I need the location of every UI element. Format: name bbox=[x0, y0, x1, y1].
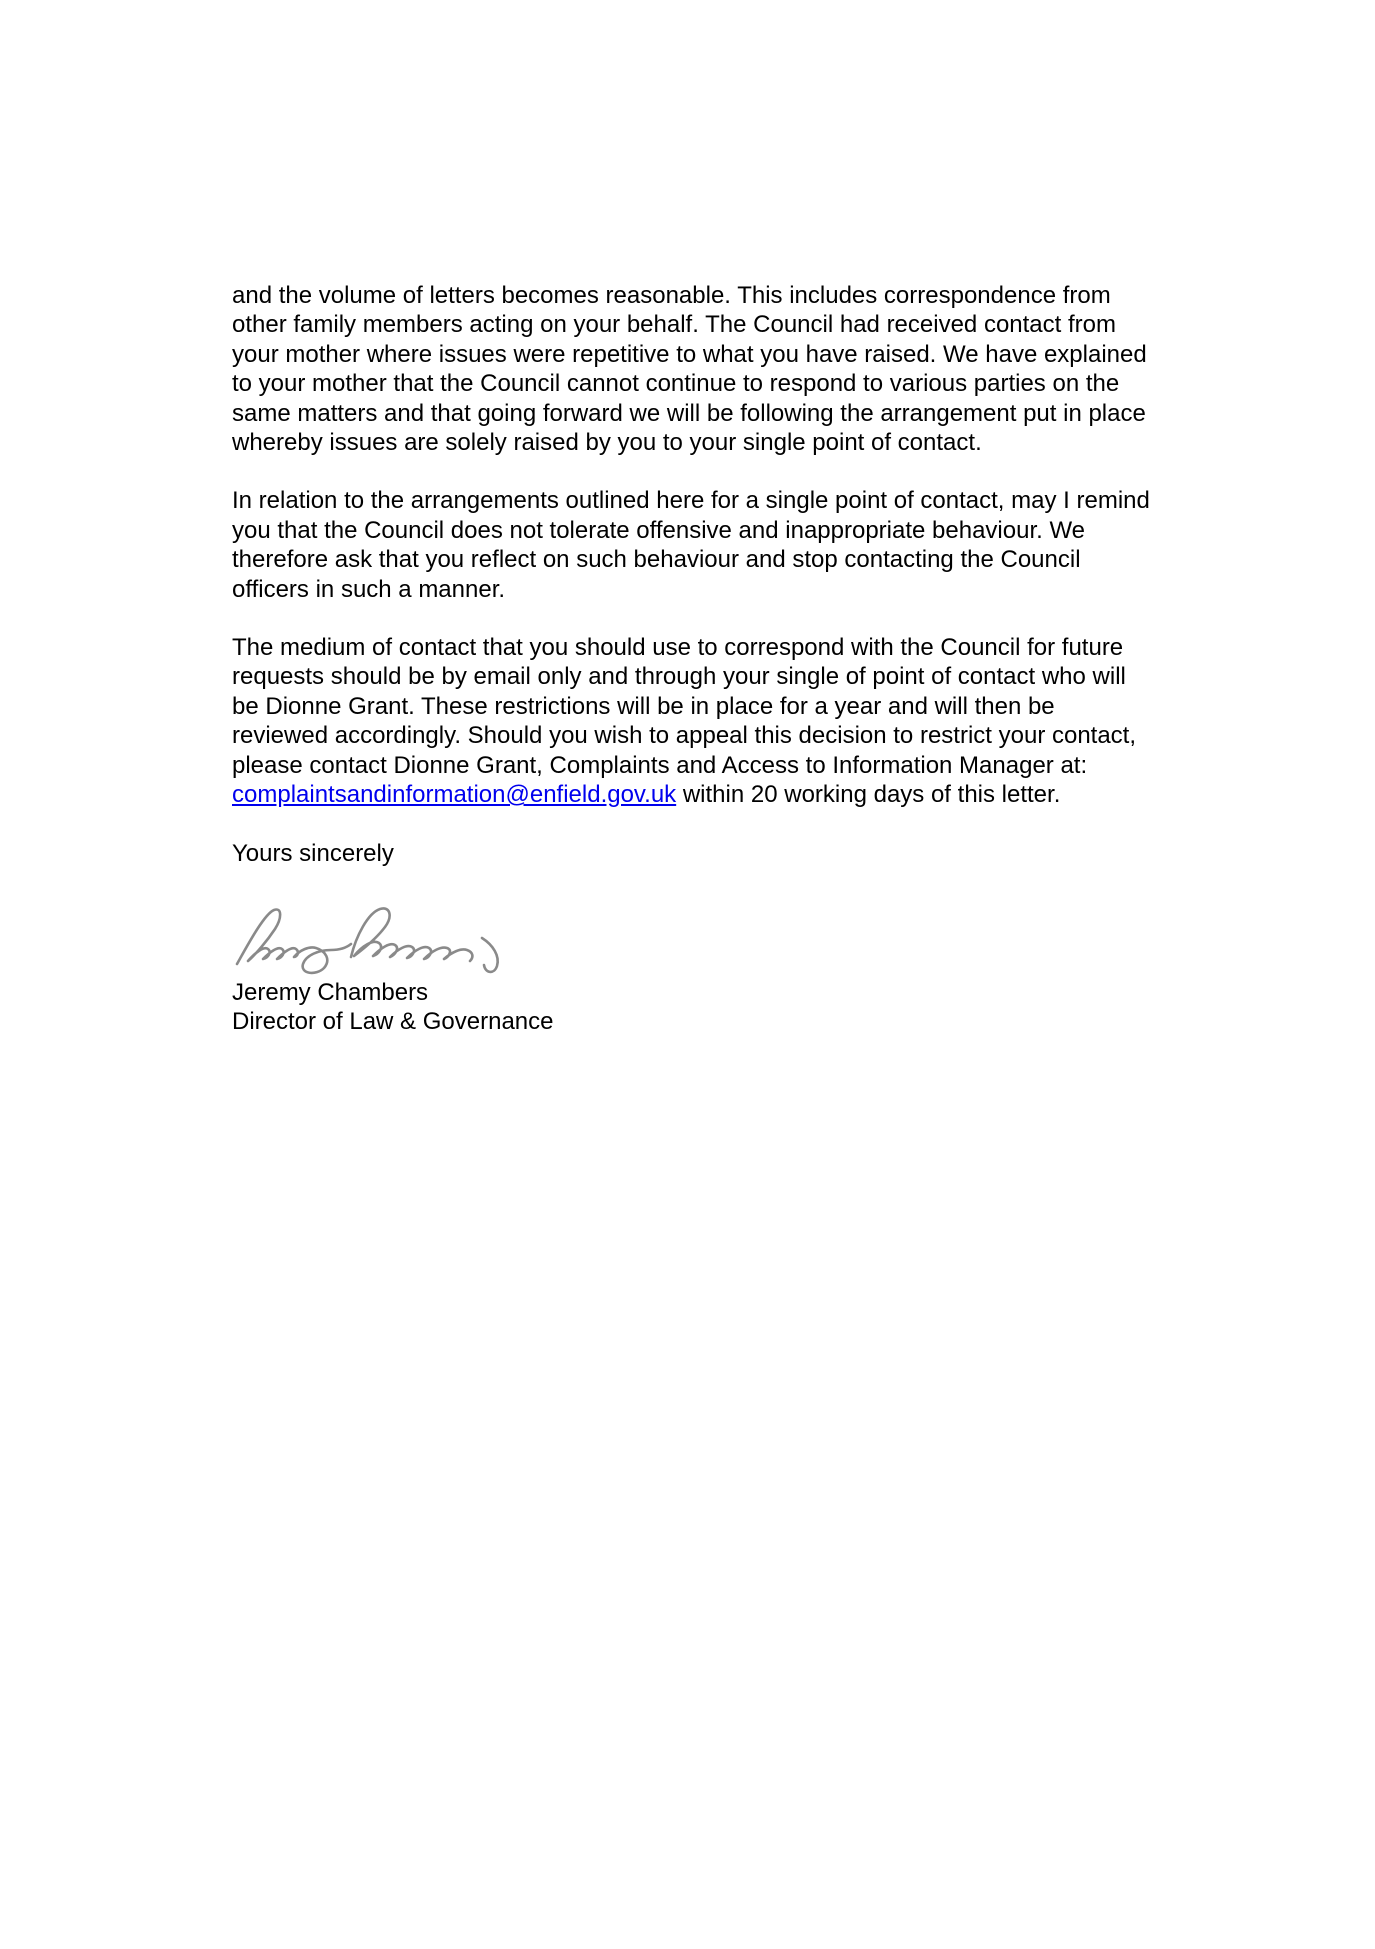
text-line: and the volume of letters becomes reasonable. This includes correspondence from bbox=[232, 282, 1111, 309]
text-after-link: within 20 working days of this letter. bbox=[676, 781, 1061, 809]
signatory-name: Jeremy Chambers bbox=[232, 978, 429, 1006]
paragraph-behaviour-warning bbox=[232, 486, 1232, 604]
text-line: other family members acting on your behalf. The Council had received contact from bbox=[232, 311, 1116, 339]
text-line: reviewed accordingly. Should you wish to appeal this decision to restrict your contact, bbox=[232, 722, 1137, 750]
email-link[interactable]: complaintsandinformation@enfield.gov.uk bbox=[232, 781, 677, 809]
text-line: whereby issues are solely raised by you to your single point of contact. bbox=[232, 429, 982, 457]
paragraph-volume-of-letters bbox=[232, 281, 1232, 457]
text-line: requests should be by email only and through your single of point of contact who will bbox=[232, 663, 1126, 691]
signature-block bbox=[232, 978, 1232, 1037]
closing-valediction: Yours sincerely bbox=[232, 839, 394, 867]
text-line: same matters and that going forward we will be following the arrangement put in place bbox=[232, 399, 1146, 427]
text-line: therefore ask that you reflect on such behaviour and stop contacting the Council bbox=[232, 546, 1081, 574]
text-line: In relation to the arrangements outlined here for a single point of contact, may I remind bbox=[232, 487, 1150, 515]
paragraph-contact-medium bbox=[232, 633, 1232, 809]
text-line-with-link bbox=[232, 780, 1232, 809]
text-line: officers in such a manner. bbox=[232, 575, 506, 603]
letter-body bbox=[232, 281, 1232, 1037]
text-line: The medium of contact that you should use to correspond with the Council for future bbox=[232, 634, 1124, 662]
signatory-title: Director of Law & Governance bbox=[232, 1008, 554, 1036]
text-line: be Dionne Grant. These restrictions will be in place for a year and will then be bbox=[232, 692, 1055, 720]
signature-image bbox=[234, 900, 534, 978]
text-line: your mother where issues were repetitive to what you have raised. We have explained bbox=[232, 340, 1147, 368]
text-line: please contact Dionne Grant, Complaints and Access to Information Manager at: bbox=[232, 751, 1088, 779]
text-line: to your mother that the Council cannot continue to respond to various parties on the bbox=[232, 370, 1120, 398]
text-line: you that the Council does not tolerate offensive and inappropriate behaviour. We bbox=[232, 516, 1086, 544]
